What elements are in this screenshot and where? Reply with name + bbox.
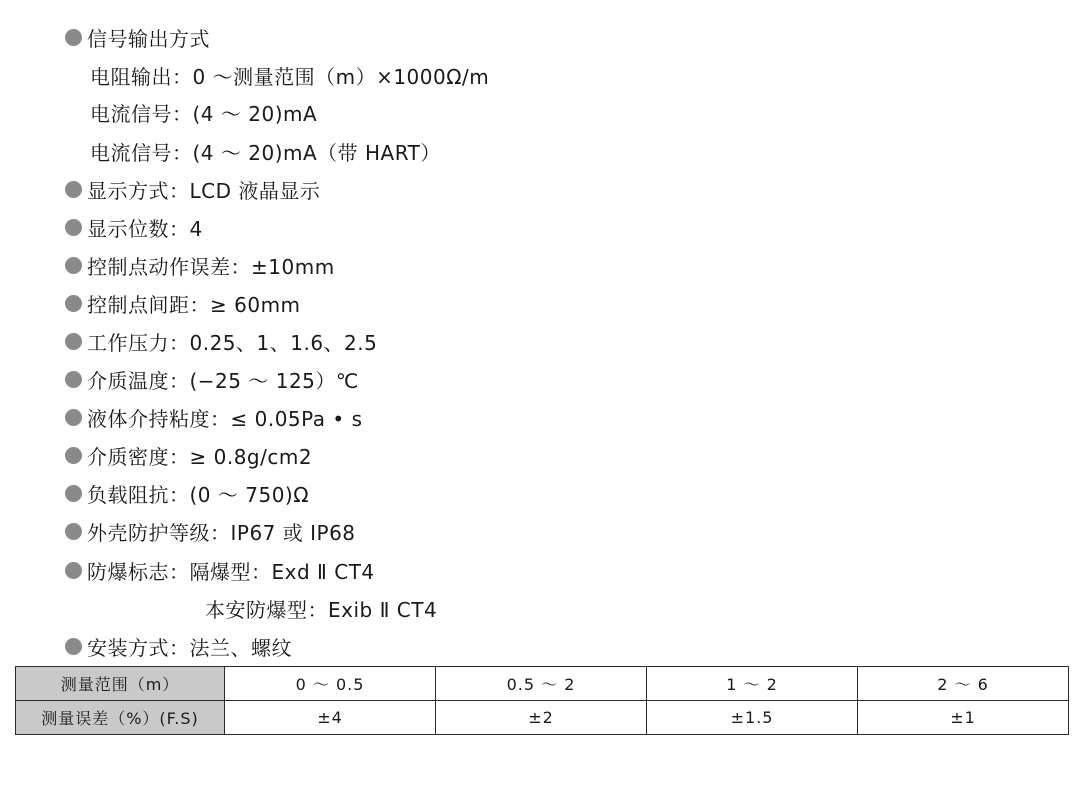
spec-text: 安装方式：法兰、螺纹 — [87, 635, 292, 660]
bullet-dot-icon — [65, 638, 82, 655]
spec-item — [65, 174, 320, 204]
spec-item — [90, 97, 317, 127]
table-cell: 0 ～ 0.5 — [225, 667, 436, 701]
spec-item — [205, 593, 437, 623]
spec-text: 介质温度：(−25 ～ 125）℃ — [87, 368, 359, 393]
bullet-dot-icon — [65, 295, 82, 312]
bullet-dot-icon — [65, 29, 82, 46]
spec-text: 控制点动作误差：±10mm — [87, 254, 335, 279]
spec-text: 控制点间距：≥ 60mm — [87, 292, 301, 317]
spec-item — [65, 555, 375, 585]
table-cell: 2 ～ 6 — [858, 667, 1069, 701]
spec-text: 显示位数：4 — [87, 216, 203, 241]
table-cell: 0.5 ～ 2 — [436, 667, 647, 701]
spec-item — [90, 136, 441, 166]
spec-text: 显示方式：LCD 液晶显示 — [87, 178, 321, 203]
spec-text: 液体介持粘度：≤ 0.05Pa • s — [87, 406, 363, 431]
spec-item — [65, 440, 312, 470]
spec-text: 本安防爆型：Exib Ⅱ CT4 — [205, 597, 438, 622]
spec-text: 电流信号：(4 ～ 20)mA — [90, 101, 318, 126]
spec-text: 信号输出方式 — [87, 26, 210, 51]
spec-item — [65, 22, 210, 52]
accuracy-table — [15, 666, 1069, 735]
bullet-dot-icon — [65, 181, 82, 198]
bullet-dot-icon — [65, 371, 82, 388]
table-cell: 1 ～ 2 — [647, 667, 858, 701]
table-cell: ±1.5 — [647, 701, 858, 735]
spec-item — [65, 212, 203, 242]
bullet-dot-icon — [65, 333, 82, 350]
bullet-dot-icon — [65, 219, 82, 236]
spec-item — [65, 364, 359, 394]
bullet-dot-icon — [65, 562, 82, 579]
spec-item — [65, 631, 292, 661]
spec-item — [65, 250, 335, 280]
table-row — [16, 701, 1069, 735]
spec-text: 电流信号：(4 ～ 20)mA（带 HART） — [90, 140, 441, 165]
spec-item — [65, 402, 363, 432]
table-cell: ±2 — [436, 701, 647, 735]
bullet-dot-icon — [65, 485, 82, 502]
table-header-cell: 测量范围（m） — [16, 667, 225, 701]
spec-text: 工作压力：0.25、1、1.6、2.5 — [87, 330, 378, 355]
spec-text: 负载阻抗：(0 ～ 750)Ω — [87, 482, 310, 507]
spec-item — [65, 516, 356, 546]
spec-text: 介质密度：≥ 0.8g/cm2 — [87, 444, 313, 469]
spec-item — [65, 478, 309, 508]
spec-item — [65, 288, 301, 318]
table-cell: ±4 — [225, 701, 436, 735]
table-cell: ±1 — [858, 701, 1069, 735]
bullet-dot-icon — [65, 409, 82, 426]
spec-text: 电阻输出：0 ～测量范围（m）×1000Ω/m — [90, 64, 490, 89]
bullet-dot-icon — [65, 257, 82, 274]
table-row — [16, 667, 1069, 701]
bullet-dot-icon — [65, 447, 82, 464]
spec-text: 防爆标志：隔爆型：Exd Ⅱ CT4 — [87, 559, 375, 584]
table-header-cell: 测量误差（%）(F.S) — [16, 701, 225, 735]
spec-item — [90, 60, 489, 90]
spec-text: 外壳防护等级：IP67 或 IP68 — [87, 520, 356, 545]
spec-item — [65, 326, 377, 356]
bullet-dot-icon — [65, 523, 82, 540]
